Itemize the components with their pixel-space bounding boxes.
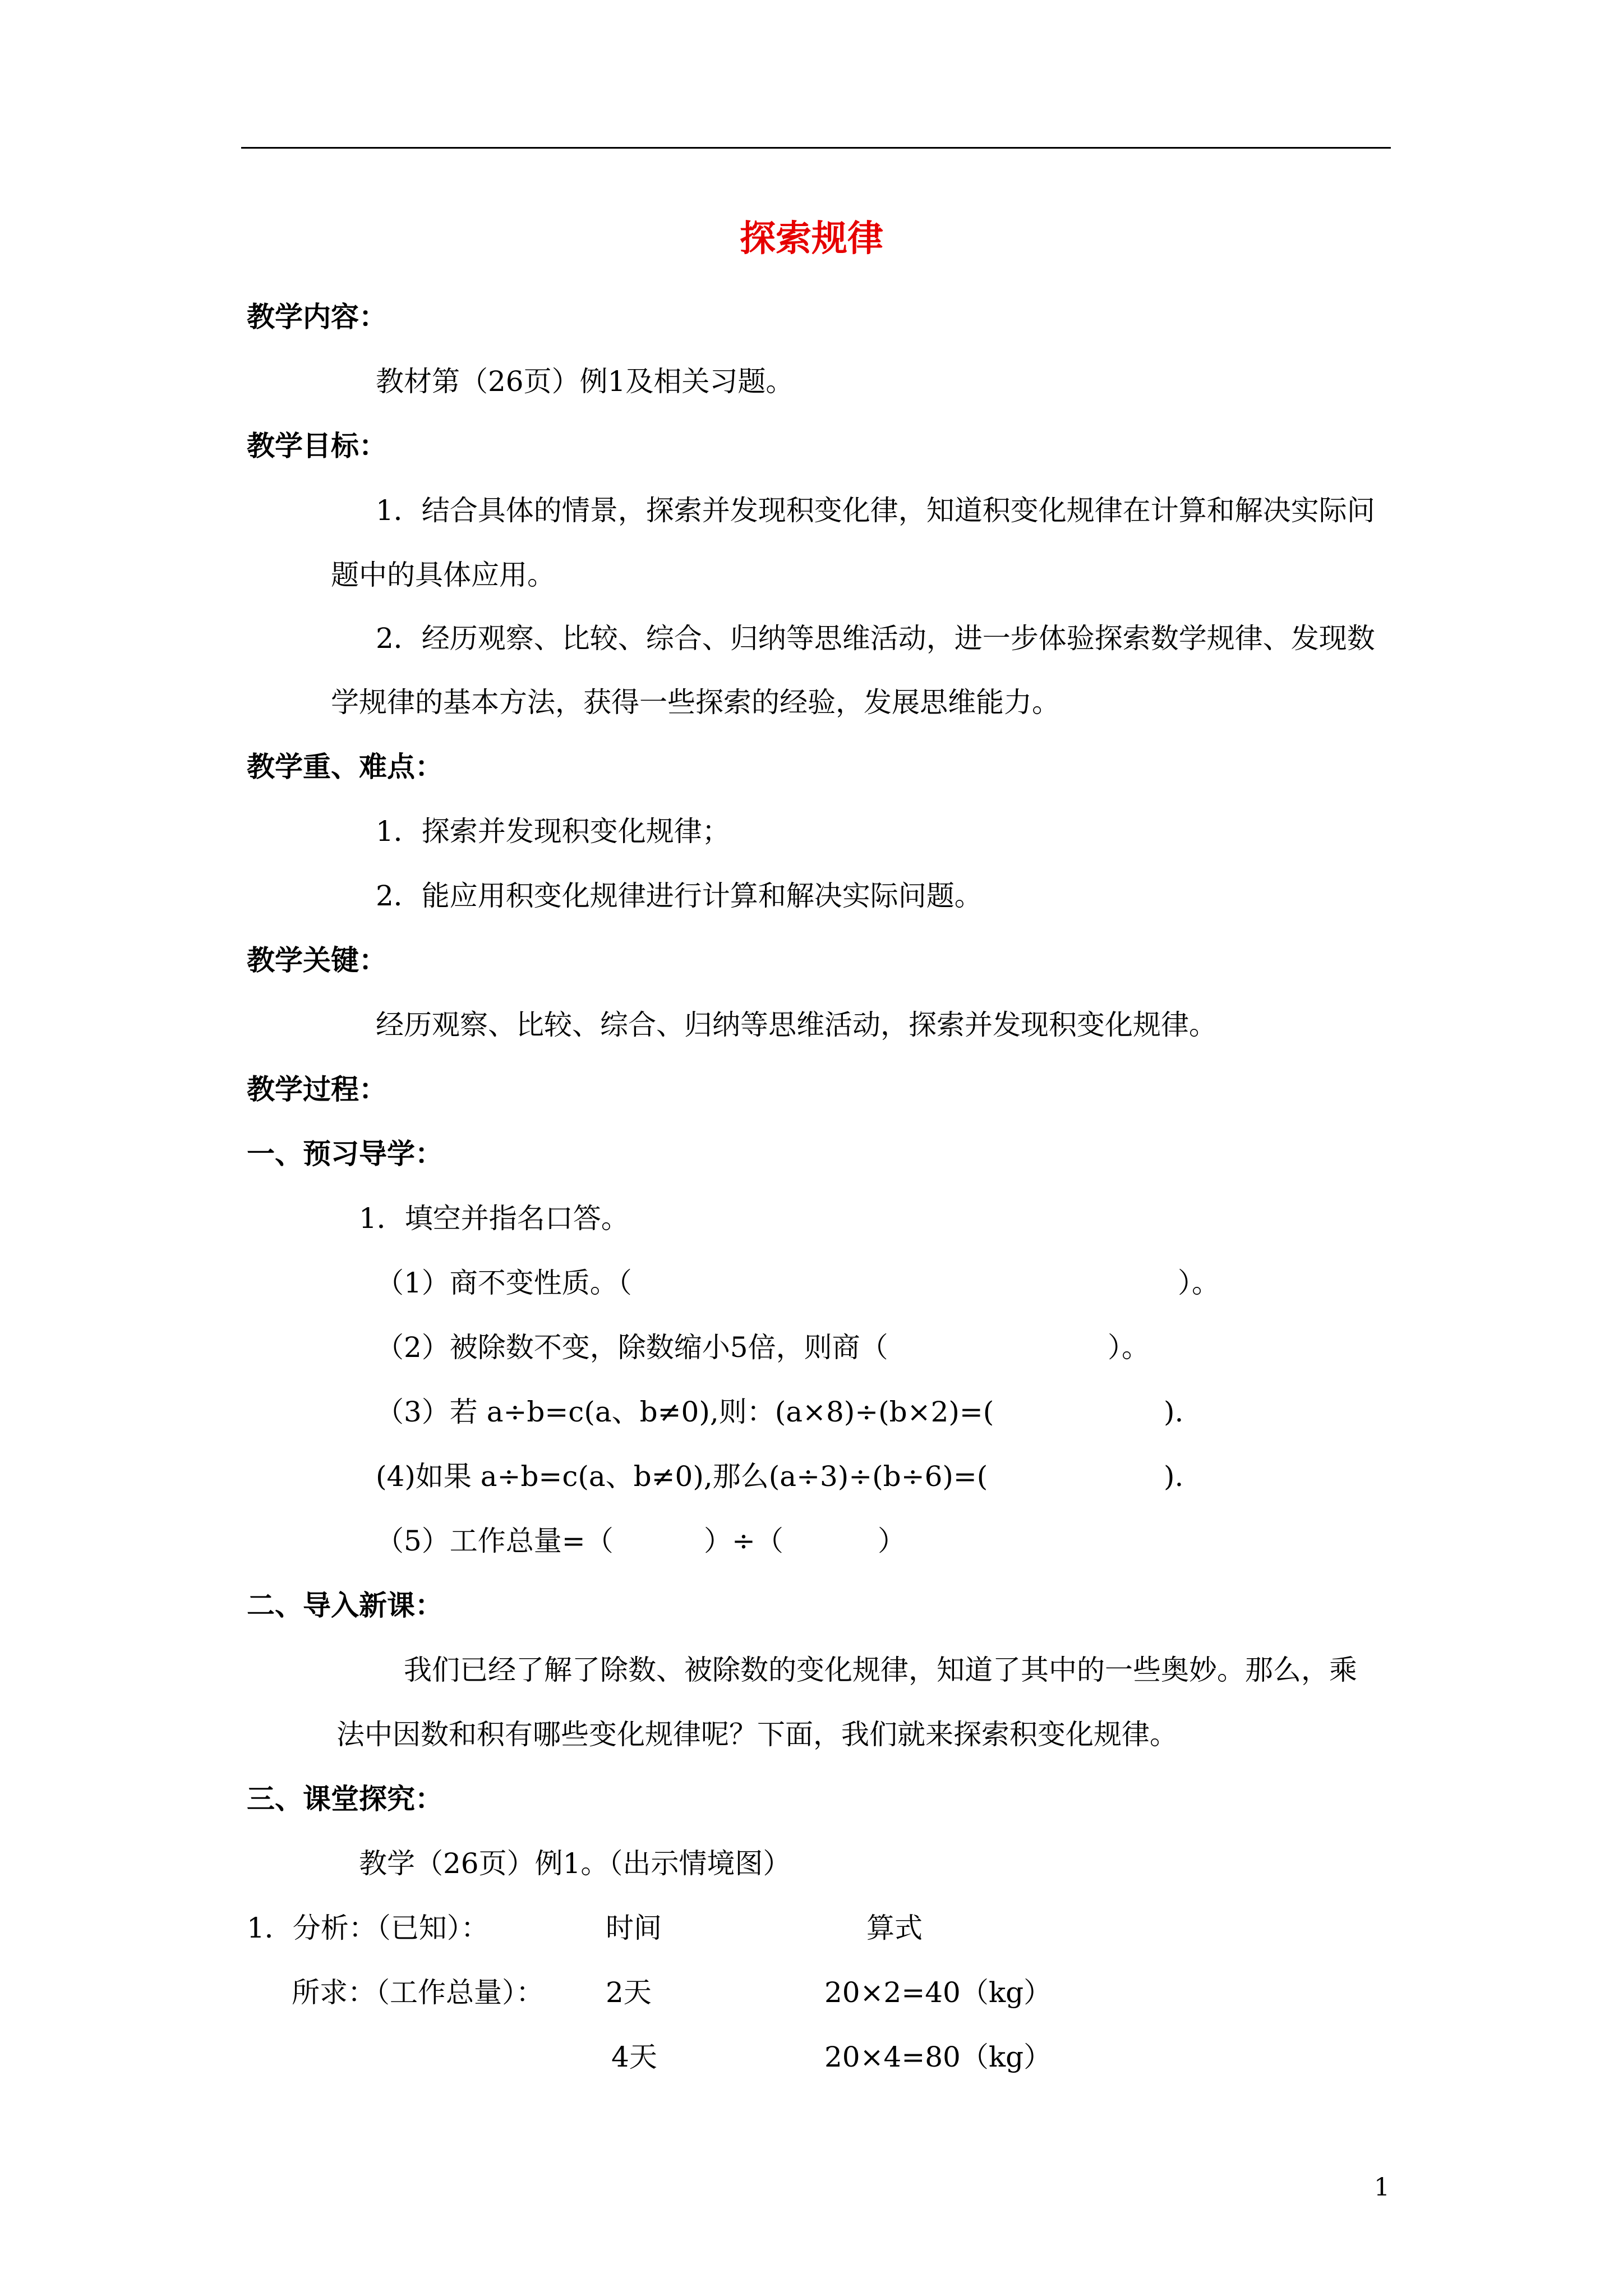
row2-formula: 20×4=80（kg） [824,2041,1052,2073]
column-time: 时间 [606,1912,662,1944]
part2-line2: 法中因数和积有哪些变化规律呢？下面，我们就来探索积变化规律。 [336,1718,1178,1751]
question-3-close: ). [1164,1396,1184,1428]
row1-time: 2天 [606,1976,652,2009]
row2-time: 4天 [611,2041,657,2073]
part3-intro: 教学（26页）例1。（出示情境图） [359,1847,791,1880]
part1-item: 1．填空并指名口答。 [359,1202,629,1235]
key-point-1: 1．探索并发现积变化规律； [376,815,730,848]
goal2-line2: 学规律的基本方法，获得一些探索的经验，发展思维能力。 [331,686,1060,719]
goal1-line2: 题中的具体应用。 [331,559,555,591]
process-heading: 教学过程： [247,1073,387,1106]
question-1-text: （1）商不变性质。（ [376,1267,632,1299]
part2-line1: 我们已经了解了除数、被除数的变化规律，知道了其中的一些奥妙。那么，乘 [404,1654,1357,1686]
page-number: 1 [1374,2173,1390,2202]
part2-heading: 二、导入新课： [247,1589,443,1622]
question-1-close: ）。 [1178,1267,1220,1299]
question-5-middle: ）÷（ [704,1525,783,1557]
goal2-line1: 2．经历观察、比较、综合、归纳等思维活动，进一步体验探索数学规律、发现数 [376,622,1375,655]
key-point-2: 2．能应用积变化规律进行计算和解决实际问题。 [376,880,983,912]
question-4-close: ). [1164,1460,1184,1493]
header-rule [241,147,1391,149]
question-2-close: ）。 [1108,1331,1150,1364]
question-4-text: (4)如果 a÷b=c(a、b≠0),那么(a÷3)÷(b÷6)=( [376,1460,988,1493]
column-formula: 算式 [866,1912,923,1944]
key-heading: 教学重、难点： [247,750,443,783]
document-title: 探索规律 [740,218,883,260]
analysis-label: 1．分析：（已知）： [247,1912,489,1944]
question-5-text: （5）工作总量=（ [376,1525,614,1557]
question-2-text: （2）被除数不变，除数缩小5倍，则商（ [376,1331,888,1364]
crux-text: 经历观察、比较、综合、归纳等思维活动，探索并发现积变化规律。 [376,1009,1217,1041]
part1-heading: 一、预习导学： [247,1137,443,1170]
seek-label: 所求：（工作总量）： [292,1976,544,2009]
goals-heading: 教学目标： [247,429,387,462]
content-text: 教材第（26页）例1及相关习题。 [376,365,794,398]
row1-formula: 20×2=40（kg） [824,1976,1052,2009]
part3-heading: 三、课堂探究： [247,1782,443,1815]
question-5-close: ） [878,1525,906,1557]
question-3-text: （3）若 a÷b=c(a、b≠0),则：(a×8)÷(b×2)=( [376,1396,994,1428]
content-heading: 教学内容： [247,300,387,333]
goal1-line1: 1．结合具体的情景，探索并发现积变化律，知道积变化规律在计算和解决实际问 [376,494,1375,527]
crux-heading: 教学关键： [247,944,387,977]
